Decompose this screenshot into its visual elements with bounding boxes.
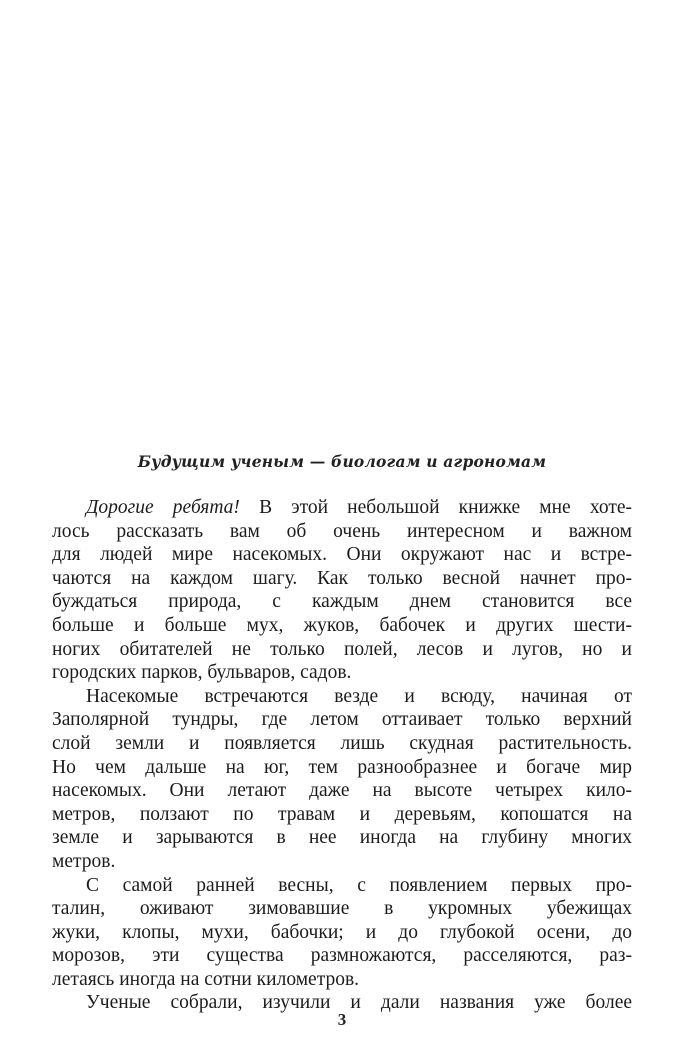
text-line — [52, 520, 632, 544]
text-line — [52, 803, 632, 827]
line-text: Ученые собрали, изучили и дали названия уже более — [86, 992, 632, 1014]
line-text: жуки, клопы, мухи, бабочки; и до глубокой осени, до — [52, 921, 632, 943]
line-text: ногих обитателей не только полей, лесов и лугов, но и — [52, 638, 632, 660]
line-text: земле и зарываются в нее иногда на глубину многих — [52, 827, 632, 849]
line-text: городских парков, бульваров, садов. — [52, 662, 352, 684]
text-line — [52, 756, 632, 780]
text-line — [52, 661, 632, 685]
line-text: больше и больше мух, жуков, бабочек и других шести- — [52, 614, 632, 636]
text-line — [52, 826, 632, 850]
text-line — [52, 732, 632, 756]
line-text: буждаться природа, с каждым днем становится все — [52, 591, 632, 613]
text-line — [52, 779, 632, 803]
text-line — [52, 921, 632, 945]
line-text: Но чем дальше на юг, тем разнообразнее и богаче мир — [52, 756, 632, 778]
text-line — [52, 567, 632, 591]
line-text: С самой ранней весны, с появлением первых про- — [86, 874, 632, 896]
text-line — [52, 897, 632, 921]
text-line — [52, 708, 632, 732]
line-text: насекомых. Они летают даже на высоте четырех кило- — [52, 780, 632, 802]
text-line — [52, 850, 632, 874]
line-text: для людей мире насекомых. Они окружают нас и встре- — [52, 544, 632, 566]
text-line — [52, 685, 632, 709]
line-text: морозов, эти существа размножаются, расселяются, раз- — [52, 945, 632, 967]
text-line — [52, 944, 632, 968]
text-line — [52, 638, 632, 662]
text-line — [52, 614, 632, 638]
text-line — [52, 590, 632, 614]
text-line — [52, 543, 632, 567]
line-text: талин, оживают зимовавшие в укромных убежищах — [52, 898, 632, 920]
line-text: Заполярной тундры, где летом оттаивает только верхний — [52, 709, 632, 731]
text-line — [52, 496, 632, 520]
text-line — [52, 874, 632, 898]
line-text: слой земли и появляется лишь скудная растительность. — [52, 732, 632, 754]
body-text — [52, 496, 632, 1015]
text-line — [52, 968, 632, 992]
line-text: Насекомые встречаются везде и всюду, начиная от — [86, 685, 632, 707]
page-number: 3 — [337, 1010, 347, 1029]
line-text: метров. — [52, 850, 116, 872]
dedication-heading: Будущим ученым — биологам и агрономам — [137, 452, 547, 471]
line-text: В этой небольшой книжке мне хоте- — [239, 497, 632, 518]
line-text: метров, ползают по травам и деревьям, копошатся на — [52, 803, 632, 825]
salutation: Дорогие ребята! — [86, 497, 240, 518]
line-text: летаясь иногда на сотни километров. — [52, 968, 360, 990]
line-text: чаются на каждом шагу. Как только весной начнет про- — [52, 567, 632, 589]
line-text: лось рассказать вам об очень интересном и важном — [52, 520, 632, 542]
